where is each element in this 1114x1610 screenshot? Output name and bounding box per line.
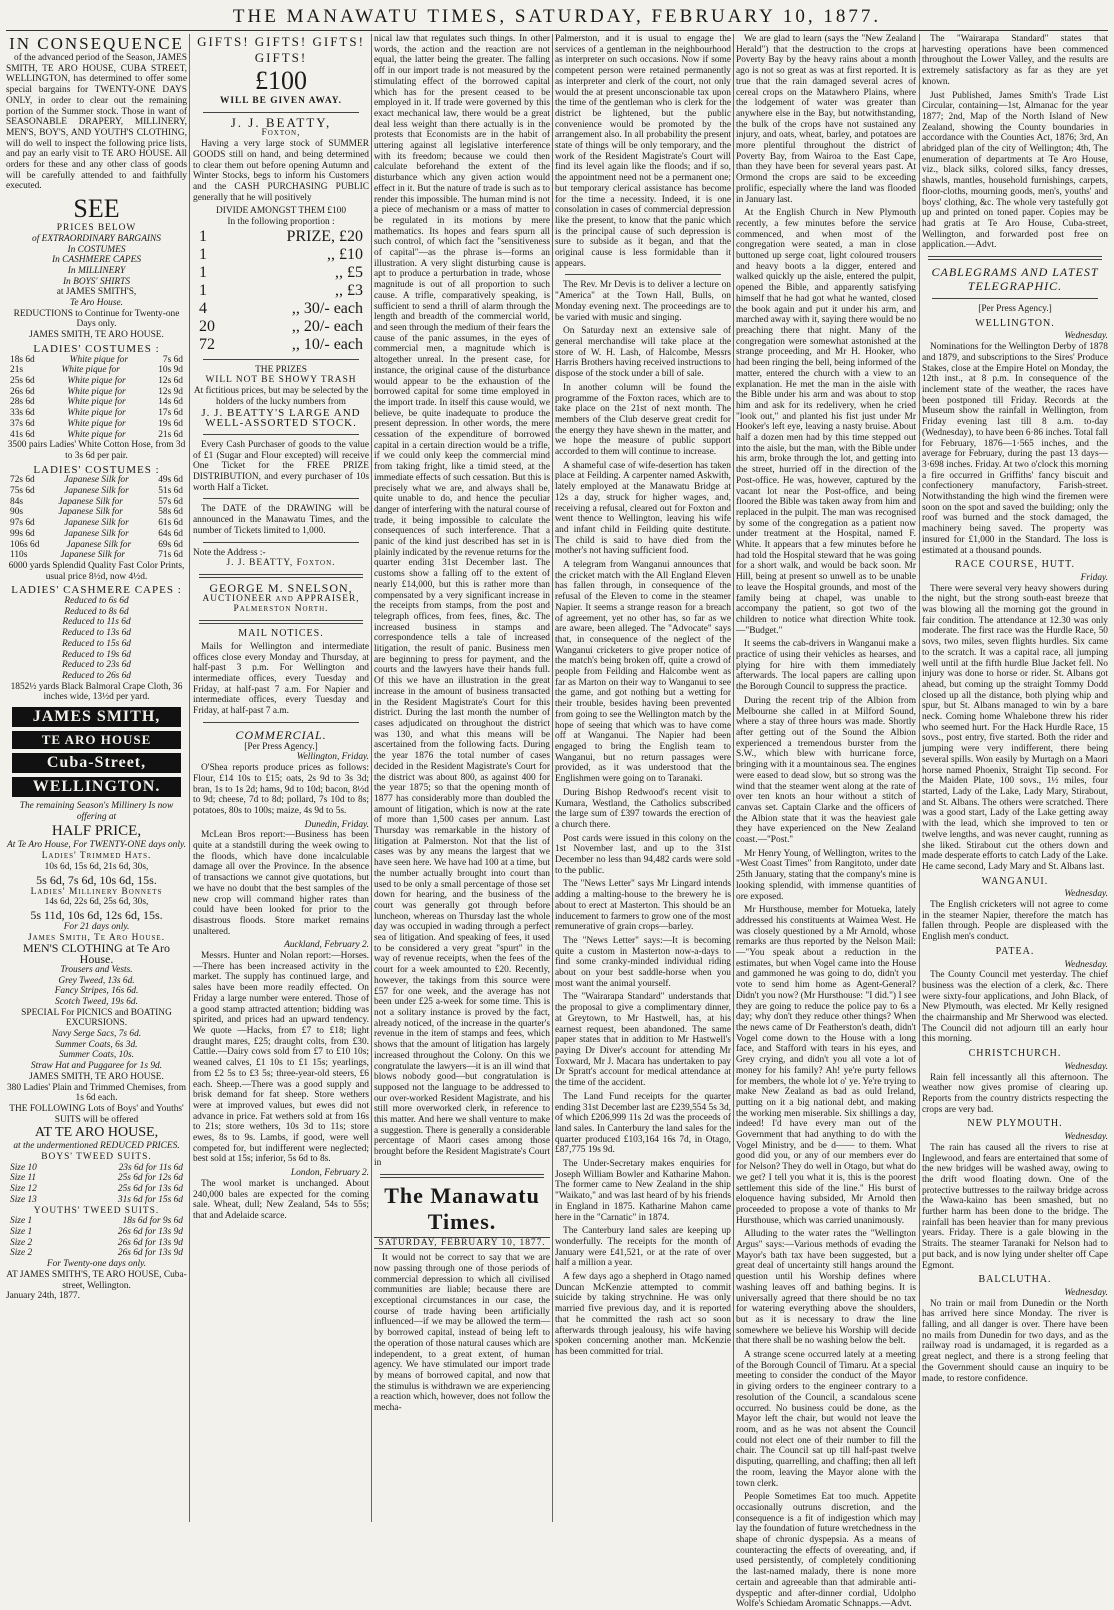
size-label: Size 1 [10,1216,33,1227]
new-price: 21s 6d [158,429,183,440]
new-price: 19s 6d [158,418,183,429]
column-divider [733,34,734,1522]
prize-count: 1 [199,263,207,281]
column-4-news [555,34,731,1522]
new-price: 58s 6d [158,507,183,518]
half-price: HALF PRICE, [51,823,142,840]
dateline: Auckland, February 2. [284,940,369,951]
price-row [6,376,187,387]
prize-count: 1 [199,281,207,299]
size-row [6,1173,187,1184]
price-desc: Japanese Silk for [58,507,123,518]
prize-row [193,336,369,354]
news-item: A telegram from Wanganui announces that the cricket match with the All England Eleven has fallen through, in consequence of the refusal of the Eleven to come in the steamer Napier. It seems a strange reason for a breach of agreement, yet no other has, so far as we are aware, been alleged. The "Advocate" says that, in consequence of the neglect of the Wanganui cricketers to give proper notice of the match's being broken off, quite a crowd of people from Feilding and Halcombe went as far as Marton on their way to Wanganui to see the game, and got nothing but a wetting for their trouble, besides having been prevented from going to see the Wellington match by the hope of seeing that which was to have come off at Wanganui. The Napier had been engaged to bring the English team to Wanganui, but no return passages were provided, as it was understood that the Englishmen were going on to Taranaki. [555,560,731,785]
divider [199,574,363,578]
news-item: Mr Henry Young, of Wellington, writes to the "West Coast Times" from Rangitoto, under date 25th January, stating that the company's mine is looking splendid, with immense quantities of ore exposed. [736,848,916,902]
palmerston: Palmerston North. [233,604,329,615]
new-price: 49s 6d [158,475,183,486]
price-row [6,529,187,540]
price-row [6,486,187,497]
price-desc: White pique for [67,397,126,408]
column-2 [193,34,369,1522]
given-away: WILL BE GIVEN AWAY. [220,96,342,106]
news-item: At the English Church in New Plymouth recently, a few minutes before the service commenced, and when most of the congregation were seated, a man in close buttoned up serge coat, light coloured trousers and heavy boots a la digger, entered and walked quickly up the aisle, entered the pulpit, opened the Bible, and apparently satisfying himself that he had got what he wanted, closed the book again and put it under his arm, and marched away with it, saying there would be no preaching there that night. Many of the congregation were somewhat astonished at the strange proceeding, and Mr H. Hooker, who had been ringing the bell, being informed of the matter, entered the church with a view to an explanation. He met the man in the aisle with the Bible under his arm and was about to stop him and ask for its redelivery, when he cried "look out," and planted his fist just under Mr Hooker's left eye, leaving a nasty bruise. About half a dozen men had by this time stepped out into the aisle, but the man, with the Bible under his arm, broke through the lot, and getting into the street, hurried off in the direction of the Post-office. He was, however, captured by the vacant lot near the Post-office, and being floored the Bible was taken away from him and replaced in the pulpit. The man was recognised by some of the congregation as a patient now under treatment at the Hospital, named F. White. It appears that a few minutes before he had told the Hospital steward that he was going for a short walk, and would be back soon. Mr Hill, being at present so unwell as to be unable to leave the Hospital grounds, and most of the family being at chapel, was unable to accompany the patient, so got two of the children to notice what direction White took.—"Budget." [736,208,916,636]
dateline: Dunedin, Friday. [304,819,369,830]
mail-heading: MAIL NOTICES. [238,628,324,640]
old-price: 99s 6d [10,528,35,539]
proportion: In the following proportion : [227,217,335,228]
news-item: Mr Hursthouse, member for Motueka, lately addressed his constituents at Waimea West. He was closely questioned by a Mr Arnold, whose remarks are thus reported by the Nelson Mail:—"You speak about a reduction in the estimates, but when Vogel came into the House and gammoned he was going to do, didn't you vote to send him home as Agent-General? Didn't you now? (Mr Hursthouse: "I did.") I see they are going to reduce the police pay to 6s a day; why don't they reduce other things? When the news came of Dr Featherston's death, didn't Vogel come down to the House with a long face, and Stafford with tears in his eyes, and Grey crying, and didn't you all vote a lot of money for his family? Ah! ye're purty fellows for members, the whole lot o' ye. Ye're trying to make New Zealand as bad as ould Ireland, putting on it a big national debt, and making the working men miserable. Six shillings a day, indeed! I'd have every man out of the Government that had anything to do with the Vogel Ministry, and be d—— to them. What good did you, or any of our members ever do for Nelson? They do well in Otago, but what do we get? I tell you what it is, this is the poorest settlement this side of the line." His burst of eloquence having subsided, Mr Arnold then proceeded to propose a vote of thanks to Mr Hursthouse, which was carried unanimously. [736,905,916,1226]
mens-item: Scotch Tweed, 19s 6d. [55,996,138,1007]
size-label: Size 2 [10,1237,33,1248]
prize-count: 4 [199,299,207,317]
press-agency: [Per Press Agency.] [244,741,318,752]
old-price: 106s 6d [10,539,40,550]
divider [203,722,359,723]
telegraph-day: Wednesday. [1064,331,1108,342]
price-desc: Japanese Silk for [60,550,126,561]
price-desc: Japanese Silk for [64,518,129,529]
price-desc: Japanese Silk for [64,486,129,497]
size-label: Size 11 [10,1173,37,1184]
news-item: The Land Fund receipts for the quarter ending 31st December last are £239,554 5s 3d, of which £206,999 11s 2d was the proceeds of land sales. In Canterbury the land sales for the quarter produced £103,164 16s 7d, in Otago, £87,775 19s 9d. [555,1091,731,1156]
telegraph-place: WELLINGTON. [975,317,1055,329]
column-divider [189,34,190,1522]
size-label: Size 2 [10,1248,33,1259]
telegraph-text: The rain has caused all the rivers to rise at Inglewood, and fears are entertained that some of the new bridges will be washed away, owing to the drift wood floating down. One of the protective buttresses to the railway bridge across the Wawa-kaino has been smashed, but no further harm has been done to the bridge. The rainfall has been heavier than for many previous years. Friday. There is a gale blowing in the Straits. The steamer Taranaki for Nelson had to put back, and is now lying under shelter off Cape Egmont. [922,1142,1108,1271]
news-item: The "News Letter" says Mr Lingard intends adding a malting-house to the brewery he is about to erect at Masterton. This should be an inducement to farmers to grow one of the most remunerative of grain crops—barley. [555,879,731,933]
costumes-list [6,355,187,441]
dateline: London, February 2. [290,1168,369,1179]
hats-heading: Ladies' Trimmed Hats. [41,851,152,862]
news-item: We are glad to learn (says the "New Zealand Herald") that the destruction to the crops at Poverty Bay by the heavy rains about a month ago is not so great as was at first reported. It is true that the rain damaged several acres of cereal crops on the Matawhero Plains, where the lodgement of water was greater than anywhere else in the Bay, but notwithstanding, the bulk of the crops have not sustained any injury, and oats, wheat, barley, and potatoes are more plentiful throughout the district of Poverty Bay, from Wairoa to the East Cape, than they have been for several years past. At Ormond the crops are said to be exceeding prolific, especially where the land was flooded in January last. [736,34,916,205]
size-row [6,1184,187,1195]
old-price: 18s 6d [10,354,35,365]
prize-list [193,228,369,354]
telegraph-text: The English cricketers will not agree to come in the steamer Napier, therefore the match has fallen through. People are displeased with the English men's conduct. [922,900,1108,943]
prints-line: 6000 yards Splendid Quality Fast Color Prints, usual price 8½d, now 4½d. [8,560,185,582]
news-item: In another column will be found the programme of the Foxton races, which are to take place on the 21st of next month. The members of the Club deserve great credit for the energy they have shewn in the matter, and we hope the measure of public support accorded to them will continue to increase. [555,382,731,458]
prize-row [193,318,369,336]
price-row [6,497,187,508]
size-price: 18s 6d for 9s 6d [122,1216,183,1227]
prize-value: ,, £3 [335,281,363,299]
telegraph-sections [922,319,1108,1385]
gift-amount: £100 [255,66,307,95]
crape-line: 1852½ yards Black Balmoral Crape Cloth, 36 inches wide, 13½d per yard. [10,681,183,703]
telegraph-text: The County Council met yesterday. The chief business was the election of a clerk, &c. There were sixty-four applications, and John Black, of New Plymouth, was elected. Mr Kelly resigned the chairmanship and Mr Sherwood was elected. The Council did not adjourn till an early hour this morning. [922,970,1108,1045]
mens-item: Grey Tweed, 13s 6d. [58,975,135,986]
telegraph-place: RACE COURSE, HUTT. [954,559,1076,571]
size-price: 25s 6d for 13s 6d [117,1184,183,1195]
category: In COSTUMES [67,244,126,255]
editorial-leader: It would not be correct to say that we are now passing through one of those periods of commercial depression to which all civilised communities are liable; because there are exceptional circumstances in our case, the course of trade having been artificially influenced—if we may be allowed the term—by borrowed capital, instead of being left to the operation of those natural causes which are independent, to a great extent, of human agency. We have stimulated our import trade by means of borrowed capital, and now that the stimulus is withdrawn we are experiencing a reaction which, however, does not follow the mecha- [374,1253,550,1414]
price-row [6,518,187,529]
telegraph-place: BALCLUTHA. [978,1274,1052,1286]
price-row [6,540,187,551]
news-item: The "News Letter" says:—It is becoming quite a custom in Masterton now-a-days to find some cranky-minded individual riding about on your best saddle-horse when you most want the animal yourself. [555,935,731,989]
price-desc: White pique for [69,354,128,365]
hats-to: 5s 6d, 7s 6d, 10s 6d, 15s. [36,872,157,887]
price-desc: Japanese Silk for [58,496,123,507]
bonnets-heading: Ladies' Millinery Bonnets [30,886,163,897]
hose-line: 3500 pairs Ladies' White Cotton Hose, from 3d to 3s 6d per pair. [7,440,186,461]
prize-value: ,, 30/- each [291,299,363,317]
price-desc: White pique for [61,365,120,376]
reductions: REDUCTIONS to Continue for Twenty-one Days only. [13,308,180,330]
size-price: 25s 6d for 12s 6d [117,1173,183,1184]
signature: JAMES SMITH, TE ARO HOUSE. [29,330,164,341]
bonnets-from: 14s 6d, 22s 6d, 25s 6d, 30s, [44,897,149,908]
editorial-end: Palmerston, and it is usual to engage the services of a gentleman in the neighbourhood as interpreter on such occasions. Now if some competent person were retained permanently as interpreter and clerk of the court, not only would the at present unconscionable tax upon the time of the gentleman who is clerk for the district be lightened, but the public convenience would be promoted by the arrangement also. In all probability the present state of things will be only temporary, and the work of the Resident Magistrate's Court will find its level again like the floods; and if so, the appointment need not be a permanent one; but temporary clerical assistance has become for the time a necessity. Indeed, it is one consolation in cases of commercial depression like the present, to know that the panic which is the principal cause of such depression is sure to subside as it began, and that the original cause is less formidable than it appears. [555,34,731,269]
drawing-notice: The DATE of the DRAWING will be announced in the Manawatu Times, and the number of Tickets limited to 1,000. [193,504,369,536]
old-price: 97s 6d [10,518,35,529]
twenty-one-days: For Twenty-one days only. [46,1259,147,1270]
cape-price: Reduced to 13s 6d [62,628,131,639]
price-row [6,387,187,398]
price-desc: Japanese Silk for [64,475,129,486]
telegraph-day: Wednesday. [1064,889,1108,900]
size-row [6,1248,187,1259]
divider [380,1174,544,1178]
extra-bargains: of EXTRAORDINARY BARGAINS [32,233,161,244]
commercial-wellington: O'Shea reports produce prices as follows: Flour, £14 10s to £15; oats, 2s 9d to 3s 3d; bran, 1s to 1s 2d; hams, 9d to 10d; bacon, 8½d to 9d; cheese, 7d to 8d; pollard, 7s 10d to 8s; potatoes, 80s to 100s; maize, 4s 9d to 5s. [193,763,369,816]
new-price: 14s 6d [158,397,183,408]
price-desc: Japanese Silk for [64,528,129,539]
mens-item: Fancy Stripes, 16s 6d. [54,986,139,997]
cash-purchaser: Every Cash Purchaser of goods to the value of £1 (Sugar and Flour excepted) will receive One Ticket for the FREE PRIZE DISTRIBUTION, and every purchaser of 10s worth Half a Ticket. [193,439,369,493]
prize-row [193,246,369,264]
old-price: 26s 6d [10,386,35,397]
boating-list [6,1029,187,1072]
column-3-editorial [374,34,550,1522]
telegraph-day: Wednesday. [1064,1287,1108,1298]
news-item: The Canterbury land sales are keeping up wonderfully. The receipts for the month of January were £41,521, or at the rate of over half a million a year. [555,1226,731,1269]
prize-value: ,, 10/- each [291,335,363,353]
divider [203,112,359,113]
price-row [6,355,187,366]
price-row [6,408,187,419]
telegraph-day: Wednesday. [1064,959,1108,970]
telegraph-place: WANGANUI. [981,875,1049,887]
ad-intro: of the advanced period of the Season, JAMES SMITH, TE ARO HOUSE, CUBA STREET, WELLINGTON, has determined to offer some special bargains for TWENTY-ONE DAYS ONLY, in order to clear out the remaining portion of the Summer stock. Those in want of SEASONABLE DRAPERY, MILLINERY, MEN'S, BOY'S, AND YOUTH'S CLOTHING, will do well to inspect the following price lists, and pay an early visit to TE ARO HOUSE. All orders for these and any other class of goods will be carefully attended to and faithfully executed. [6,53,187,192]
divider [203,434,359,435]
prices-below: PRICES BELOW [56,223,137,234]
size-price: 26s 6d for 13s 9d [117,1237,183,1248]
banner-line: JAMES SMITH, [12,707,181,727]
size-row [6,1227,187,1238]
price-row [6,507,187,518]
news-items [736,34,916,1610]
old-price: 21s [10,365,24,376]
costumes-heading: LADIES' COSTUMES : [33,463,160,476]
prize-row [193,228,369,246]
old-price: 72s 6d [10,475,35,486]
mens-list [6,965,187,1008]
cape-price: Reduced to 26s 6d [62,670,131,681]
costumes-list [6,475,187,561]
divider [928,256,1102,260]
masthead-rule [6,30,1108,31]
size-row [6,1163,187,1174]
news-item: During the recent trip of the Albion from Melbourne she called in at Milford Sound, where a stay of three hours was made. Shortly after getting out of the Sound the Albion experienced a tremendous burster from the S.W., which blew with hurricane force, bringing with it a mountainous sea. The engines were eased to dead slow, but so strong was the wind that the steamer went along at the rate of over ten knots an hour without a stitch of canvas set. Captain Clarke and the officers of the Albion state that it was the heaviest gale they have experienced on the New Zealand coast.—"Post." [736,695,917,846]
mail-notices: Mails for Wellington and intermediate offices close every Monday and Thursday, at half-past 3 p.m. For Wellington and intermediate offices, every Tuesday and Friday, at half-past 7 a.m. For Napier and intermediate offices, every Tuesday and Friday, at half-past 7 a.m. [193,641,369,717]
boating-item: Summer Coats, 10s. [58,1050,134,1061]
telegraph-day: Wednesday. [1064,1061,1108,1072]
category: In BOYS' SHIRTS [62,276,131,287]
news-item: A shameful case of wife-desertion has taken place at Feilding. A carpenter named Askwith, lately employed at the Manawatu Bridge at 12s a day, struck for higher wages, and, receiving a refusal, cleared out for Foxton and went thence to Wellington, leaving his wife and infant child in Feilding quite destitute. The child is said to have died from the mother's not having sufficient food. [555,460,731,557]
cape-price: Reduced to 15s 6d [62,638,131,649]
ad-date: January 24th, 1877. [6,1291,80,1302]
boating-item: Navy Serge Sacs, 7s 6d. [51,1029,142,1040]
dateline: Wellington, Friday. [296,752,369,763]
reduced-prices: at the undermentioned REDUCED PRICES. [13,1141,180,1152]
prize-value: ,, 20/- each [291,317,363,335]
see-heading: SEE [73,194,120,224]
old-price: 33s 6d [10,408,35,419]
divide: DIVIDE AMONGST THEM £100 [215,206,347,217]
youths-list [6,1216,187,1259]
telegraph-text: Nominations for the Wellington Derby of 1878 and 1879, and subscriptions to the Sires' Produce Stakes, close at the Empire Hotel on Monday, the 12th inst., at 8 p.m. In consequence of the inclement state of the weather, the races have been postponed till Friday. Records at the Museum show the rainfall in Wellington, from Friday evening last till 8 a.m. to-day (Wednesday), to have been 6·86 inches. Total fall for February, 1876—1·565 inches, and the average for February, during the past 13 days—3·698 inches. Friday. At two o'clock this morning a fire occurred in Griffiths' fancy biscuit and confectionery manufactory, Farish-street. Notwithstanding the high wind the firemen were soon on the spot and saved the building; only the roof was burned and the stock damaged, the machinery being saved. The property was insured for £1,000 in the Standard. The loss is estimated at a thousand pounds. [922,342,1108,556]
commercial-auckland: Messrs. Hunter and Nolan report:—Horses.—There has been increased activity in the market. The supply has continued large, and sales have been more readily effected. On Friday a large number were entered. Those of a good stamp attracted attention; bidding was spirited, and prices had an upward tendency. We quote —Hacks, from £7 to £18; light draught mares, £25; draught colts, from £30. Cattle.—Dairy cows sold from £7 to £10 10s; weaned calves, £1 10s to £1 15s; yearlings, from £2 5s to £3 5s; three-year-old steers, £6 each. Sheep.—There was a good supply and brisk demand for fat sheep. Store wethers were at improved values, but ewes did not advance in price. Fat wethers sold at from 16s to 21s; store wethers, 10s 3d to 11s; store ewes, 8s to 9s. Lambs, if good, were well competed for, but indifferent were neglected; best sold at 15s; inferior, 5s 6d to 8s. [193,951,369,1165]
new-price: 61s 6d [158,518,183,529]
column-divider [919,34,920,1522]
news-item: The Under-Secretary makes enquiries for Joseph William Bowler and Katharine Mahon. The former came to New Zealand in the ship "Waikato," and was last heard of by his friends in England in 1875. Katharine Mahon came here in the "Carnatic" in 1874. [555,1159,731,1223]
te-aro-house: Te Aro House. [69,298,124,309]
editorial-continued: nical law that regulates such things. In other words, the action and the reaction are not equal, the latter being the greater. The falling off in our import trade is not measured by the stimulating effect of the borrowed capital which has for the present ceased to be employed in it. If trade were governed by this exact mechanical law, there would be a great deal less weight than there actually is in the protests that Economists are in the habit of uttering against all legislative interference with its freedom; because we could then calculate beforehand the extent of the disturbance which any given action would effect in it. But the nature of trade is such as to render this impossible. The human mind is not a piece of mechanism or a mass of matter to be regulated in its motions by mere mathematics. Its hopes and fears spurn all such control, of which fact the "sensitiveness of capital"—as the phrase is—forms an illustration. A very slight disturbing cause is apt to produce a perturbation in trade, whose magnitude is out of all proportion to such cause. A trifle, comparatively speaking, is sufficient to send a thrill of alarm through the length and breadth of the commercial world, and seen through the medium of their fears the cause of the panic assumes, in the eyes of commercial men, a magnitude which is altogether unreal. In the present case, for instance, the original cause of the disturbance would appear to be the exhaustion of the borrowed capital for some time employed in the import trade. In itself this cause would, we believe, be quite inadequate to produce the present depression. In other words, the mere cessation of the expenditure of borrowed capital in a certain direction would be a trifle, if we could only keep the commercial mind from taking fright, like a timid steed, at the immediate effects of such cessation. But this is precisely what we are, and always shall be, quite unable to do, and hence the peculiar danger of interfering with the natural course of trade, it being impossible to calculate the consequences of such interference. That a panic of the kind just described has set in is plainly indicated by the revenue returns for the quarter ending 31st December last. The customs show a falling off to the extent of nearly £14,000, but this is rather more than compensated by a very significant increase in the receipts from stamps, from the post and telegraph offices, from fees, fines, &c. The increased business in stamps and correspondence tells a tale of increased litigation, the result of panic. Business men are beginning to press for payment, and the courts and the lawyers have their hands full. Of this we have an illustration in the great increase in the amount of business transacted in the Resident Magistrate's Court for this district. During the last month the number of cases adjudicated on throughout the district was 130, and what this means will be ascertained from the following facts. During the year 1876 the total number of cases decided in the Resident Magistrate's Court for the district was about 800, as against 400 for the year 1875; so that the opening month of 1877 has considerably more than doubled the amount of litigation, which is now at the rate of more than 1,500 cases per annum. Last Thursday was remarkable in the history of litigation at Palmerston. Not that the list of cases was by any means the largest that we have seen here. We have had 100 at a time, but the number actually brought into court than used to be only a small percentage of those set down for hearing, and the business of the court was generally got through before luncheon, whereas on Thursday last the whole day was occupied in wading through a perfect sea of litigation. And speaking of fees, it used to be considered a very great "spurt" in the way of revenue receipts, when the fees of the court for a week amounted to £20. Recently, however, the takings from this source were £57 for one week, and the average has not been under £25 a-week for some time. This is not a solitary instance is proved by the fact, already noticed, of the increase in the quarter's revenue in the item of stamps and fees, which shows that the amount of litigation has largely increased throughout the Colony. On this we congratulate the lawyers—it is an ill wind that blows nobody good—but congratulation is supposed not the language to be addressed to our over-worked Resident Magistrate, and his still more overworked clerk, in reference to this matter. And here we shall venture to make a suggestion. There is generally a considerable percentage of Maori cases among those brought before the Resident Magistrate's Court in [374,34,550,1168]
news-item: The "Wairarapa Standard" understands that the proposal to give a complimentary dinner, at Greytown, to Mr Hastwell, has, at his earnest request, been abandoned. The same paper states that in addition to Mr Hastwell's paying Dr Diver's account for attending Mr Toxward, Mr J. Macara has undertaken to pay Dr Spratt's account for medical attendance at the time of the accident. [555,992,731,1089]
new-price: 51s 6d [158,486,183,497]
price-desc: White pique for [67,418,126,429]
signature: JAMES SMITH, TE ARO HOUSE. [29,1071,164,1082]
issue-date: SATURDAY, FEBRUARY 10, 1877. [374,1237,550,1250]
news-item: It seems the cab-drivers in Wanganui make a practice of using their vehicles as hearses, and plying for hire with them immediately afterwards. The local papers are calling upon the Borough Council to suppress the practice. [736,639,916,693]
banner-line: TE ARO HOUSE [12,731,181,749]
divider [203,498,359,499]
price-row [6,397,187,408]
old-price: 90s [10,507,24,518]
large-stock: J. J. BEATTY'S LARGE AND WELL-ASSORTED STOCK. [201,406,361,430]
capes-list [6,596,187,682]
price-desc: White pique for [67,375,126,386]
bonnets-to: 5s 11d, 10s 6d, 12s 6d, 15s. [30,908,163,922]
price-row [6,475,187,486]
boys-heading: BOYS' TWEED SUITS. [41,1152,152,1163]
news-item: On Saturday next an extensive sale of general merchandise will take place at the store of W. H. Lash, of Halcombe, Messrs Harris Brothers having received instructions to dispose of the stock under a bill of sale. [555,326,731,380]
cape-price: Reduced to 6s 6d [64,596,129,607]
at-te-aro: At Te Aro House, For TWENTY-ONE days only. [7,840,186,851]
size-row [6,1238,187,1249]
old-price: 110s [10,550,28,561]
category: at JAMES SMITH'S, [56,287,137,298]
price-row [6,419,187,430]
telegraph-place: PATEA. [995,945,1035,957]
divider [203,359,359,360]
telegraph-text: No train or mail from Dunedin or the North has arrived here since Monday. The river is falling, and all danger is over. There have been no mails from Dunedin for two days, and as the railway road is undamaged, it is regarded as a great neglect, and there is a strong feeling that the Government should cause an inquiry to be made, to restore confidence. [922,1298,1108,1384]
price-desc: White pique for [67,386,126,397]
commercial-dunedin: McLean Bros report:—Business has been quite at a standstill during the week owing to the floods, which have done incalculable damage all over the Province. In the absence of transactions we cannot give quotations, but we have no doubt that the best samples of the new crop will command higher rates than could have been looked for prior to the disastrous floods. Store market remains unaltered. [193,830,369,937]
millinery-intro: The remaining Season's Millinery Is now offering at [19,801,174,822]
following: THE FOLLOWING Lots of Boys' and Youths' SUITS will be offered [9,1103,184,1125]
price-row [6,550,187,561]
category: In MILLINERY [67,265,126,276]
prize-value: PRIZE, £20 [286,227,363,245]
size-label: Size 12 [10,1184,37,1195]
new-price: 7s 6d [162,354,183,365]
masthead: THE MANAWATU TIMES, SATURDAY, FEBRUARY 10, 1877. [232,6,882,27]
prize-row [193,264,369,282]
youths-heading: YOUTHS' TWEED SUITS. [33,1205,160,1216]
at-te-aro-house: AT TE ARO HOUSE, [34,1125,159,1141]
cape-price: Reduced to 19s 6d [62,649,131,660]
size-price: 26s 6d for 13s 9d [117,1248,183,1259]
telegraph-place: NEW PLYMOUTH. [967,1118,1063,1130]
chemises: 380 Ladies' Plain and Trimmed Chemises, from 1s 6d each. [6,1082,187,1104]
banner-line: WELLINGTON. [12,777,181,797]
prize-row [193,300,369,318]
auctioneer: AUCTIONEER and APPRAISER, [202,593,360,604]
mens-clothing: MEN'S CLOTHING at Te Aro House. [22,941,171,967]
banner-line: Cuba-Street, [12,753,181,773]
telegraph-text: Rain fell incessantly all this afternoon. The weather now gives promise of clearing up. Reports from the country districts respecting the crops are very bad. [922,1072,1108,1115]
cape-price: Reduced to 23s 6d [62,660,131,671]
column-1-advertisement [6,34,187,1522]
commercial-london: The wool market is unchanged. About 240,000 bales are expected for the coming sale. Wheat, dull; New Zealand, 54s to 55s; that and Adelaide scarce. [193,1178,369,1221]
column-divider [552,34,553,1522]
price-desc: White pique for [67,408,126,419]
price-row [6,430,187,441]
not-trash: WILL NOT BE SHOWY TRASH [205,375,357,386]
for-21-days: For 21 days only. [63,922,130,932]
old-price: 25s 6d [10,375,35,386]
old-price: 28s 6d [10,397,35,408]
new-price: 17s 6d [158,408,183,419]
news-item: A few days ago a shepherd in Otago named Duncan McKenzie attempted to commit suicide by taking strychnine. He was only married five previous day, and it is reported that he committed the rash act so soon afterwards through jealousy, his wife having spoken concerning another man. McKenzie has been committed for trial. [555,1272,731,1357]
new-price: 57s 6d [158,496,183,507]
divider [203,542,359,543]
column-6-telegraphic [922,34,1108,1522]
divider [932,298,1098,299]
price-desc: White pique for [67,429,126,440]
new-price: 71s 6d [158,550,183,561]
new-price: 64s 6d [158,528,183,539]
cable-heading: CABLEGRAMS AND LATEST TELEGRAPHIC. [931,265,1099,294]
prize-count: 20 [199,317,215,335]
old-price: 84s [10,496,24,507]
closing-address: AT JAMES SMITH'S, TE ARO HOUSE, Cuba-street, Wellington. [6,1269,187,1291]
new-price: 69s 6d [158,539,183,550]
old-price: 37s 6d [10,418,35,429]
telegraph-place: CHRISTCHURCH. [968,1048,1062,1060]
boating-item: Summer Coats, 6s 3d. [55,1039,138,1050]
size-label: Size 10 [10,1162,37,1173]
size-label: Size 1 [10,1226,33,1237]
beatty-address: J. J. BEATTY, Foxton. [226,558,336,569]
news-item: The Rev. Mr Devis is to deliver a lecture on "America" at the Town Hall, Bulls, on Monday evening next. The proceedings are to be varied with music and singing. [555,280,731,323]
note-address: Note the Address :- [193,547,266,558]
divider [199,620,363,624]
price-desc: Japanese Silk for [66,539,132,550]
gift-body: Having a very large stock of SUMMER GOODS still on hand, and being determined to clear them out before opening Autumn and Winter Stocks, begs to inform his Customers and the CASH PURCHASING PUBLIC generally that he will positively [193,139,369,203]
boating-item: Straw Hat and Puggaree for 1s 9d. [30,1061,163,1072]
prize-count: 1 [199,227,207,245]
snelson-name: GEORGE M. SNELSON, [209,580,353,595]
costumes-heading: LADIES' COSTUMES : [33,342,160,355]
divider [565,274,721,275]
size-row [6,1216,187,1227]
prize-value: ,, £10 [327,245,363,263]
telegraph-text: There were several very heavy showers during the night, but the strong south-east breeze that was blowing all the morning got the ground in fair condition. The attendance at 12.30 was only moderate. The first race was the Hurdle Race, 50 sovs, two miles, seven flights hurdles. Six came to the scratch. It was a capital race, all jumping well until at the fifth hurdle Blue Jacket fell. No injury was done to horse or rider. St. Albans got ahead, but coming up the straight Tommy Dodd closed up all the distance, both plying whip and spur, but St. Albans managed to win by a bare neck. Coming home Whalebone threw his rider who seemed hurt. For the Hack Hurdle Race, 15 sovs., post entry, five started. Both the rider and jumping were very indifferent, there being several spills. Won easily by Murtagh on a Maori horse named Phoenix, Straight Tip second. For the Maiden Plate, 100 sovs., 1½ miles, four started, Lady of the Lake, Lady Mary, Stirabout, and St. Albans. The others were scratched. There was a good start, Lady of the Lake getting away with the lead, which she improved to ten or twelve lengths, and was never caught, running as she liked. Stirabout cut the others down and made desperate efforts to catch Lady of the Lake. He came second, Lady Mary and St. Albans last. [922,583,1108,872]
beatty-name: J. J. BEATTY, [230,114,332,130]
boys-list [6,1163,187,1206]
capes-heading: LADIES' CASHMERE CAPES : [11,584,182,597]
press-agency: [Per Press Agency.] [978,304,1052,315]
news-item: Alluding to the water rates the "Wellington Argus" says:—Various methods of evading the Mayor's bath tax have been suggested, but a great deal of uncertainty still hangs around the question until his Worship defines where washing leaves off and bathing begins. It is universally agreed that there should be no tax for watering everything above the shoulders, but as it is necessary to draw the line somewhere we believe his Worship will decide that there shall be no washing below the belt. [736,1229,916,1347]
telegraph-day: Friday. [1080,572,1108,583]
size-price: 31s 6d for 15s 6d [117,1194,183,1205]
size-row [6,1195,187,1206]
old-price: 41s 6d [10,429,35,440]
prize-value: ,, £5 [335,263,363,281]
news-item: People Sometimes Eat too much. Appetite occasionally outruns discretion, and the consequence is a fit of indigestion which may lay the foundation of future wretchedness in the shape of chronic dyspepsia. As a means of counteracting the effects of overeating, and, if used persistently, of completely conditioning the last-named malady, there is none more certain and agreeable than that admirable anti-dyspeptic and after-dinner cordial, Udolpho Wolfe's Schiedam Aromatic Schnapps.—Advt. [736,1492,916,1610]
ad-heading: IN CONSEQUENCE [9,34,184,53]
news-item: The "Wairarapa Standard" states that harvesting operations have been commenced throughout the Lower Valley, and the results are extremely satisfactory as far as they are yet known. [922,34,1108,87]
new-price: 10s 9d [158,365,183,376]
telegraph-day: Wednesday. [1064,1132,1108,1143]
signature: James Smith, Te Aro House. [27,932,166,943]
cape-price: Reduced to 8s 6d [64,606,129,617]
prizes-heading: THE PRIZES [255,364,307,375]
mens-item: Trousers and Vests. [60,964,133,975]
gifts-heading: GIFTS! GIFTS! GIFTS! GIFTS! [197,34,365,65]
news-item: Just Published, James Smith's Trade List Circular, containing—1st, Almanac for the year 1877; 2nd, Map of the North Island of New Zealand, showing the County boundaries in accordance with the Counties Act, 1876; 3rd, An abridged plan of the city of Wellington; 4th, The enumeration of departments at Te Aro House, viz., black silks, colored silks, fancy dresses, shawls, mantles, household furnishings, carpets, floor-cloths, mourning goods, men's, youths' and boys' clothing, &c. The whole very tastefully got up and printed on toned paper. Copies may be had gratis at Te Aro House, Cuba-street, Wellington, and forwarded post free on application.—Advt. [922,90,1108,251]
town: Foxton, [261,128,301,139]
paper-title: The Manawatu Times. [384,1182,540,1234]
prize-row [193,282,369,300]
size-label: Size 13 [10,1194,37,1205]
column-divider [371,34,372,1522]
size-price: 23s 6d for 11s 6d [118,1162,183,1173]
news-items [555,280,731,1357]
cape-price: Reduced to 11s 6d [62,617,131,628]
news-item: A strange scene occurred lately at a meeting of the Borough Council of Timaru. At a special meeting to consider the conduct of the Mayor in giving orders to the engineer contrary to a resolution of the Council, a scandalous scene occurred. No business could be done, as the Mayor left the chair, but would not leave the room, and as he was not absent the Council could not elect one of their number to fill the chair. The Council sat up till half-past twelve disputing, quarrelling, and chaffing; then all left the room, leaving the Mayor alone with the town clerk. [736,1350,916,1489]
new-price: 12s 6d [158,375,183,386]
new-price: 12s 9d [158,386,183,397]
column-5-news [736,34,917,1610]
commercial-heading: COMMERCIAL. [235,727,327,742]
prize-count: 1 [199,245,207,263]
prize-count: 72 [199,335,215,353]
news-item: During Bishop Redwood's recent visit to Kumara, Westland, the Catholics subscribed the large sum of £397 towards the erection of a church there. [555,787,731,830]
price-row [6,365,187,376]
special: SPECIAL For PICNICS and BOATING EXCURSIONS. [21,1007,172,1029]
category: In CASHMERE CAPES [51,255,142,266]
news-item: Post cards were issued in this colony on the 1st November last, and up to the 31st December no less than 94,482 cards were sold to the public. [555,833,731,876]
size-price: 26s 6d for 13s 9d [117,1226,183,1237]
hats-from: 10s 6d, 15s 6d, 21s 6d, 30s, [44,861,149,872]
old-price: 75s 6d [10,486,35,497]
prizes-body: At fictitious prices, but may be selected by the holders of the lucky numbers from [193,386,369,407]
